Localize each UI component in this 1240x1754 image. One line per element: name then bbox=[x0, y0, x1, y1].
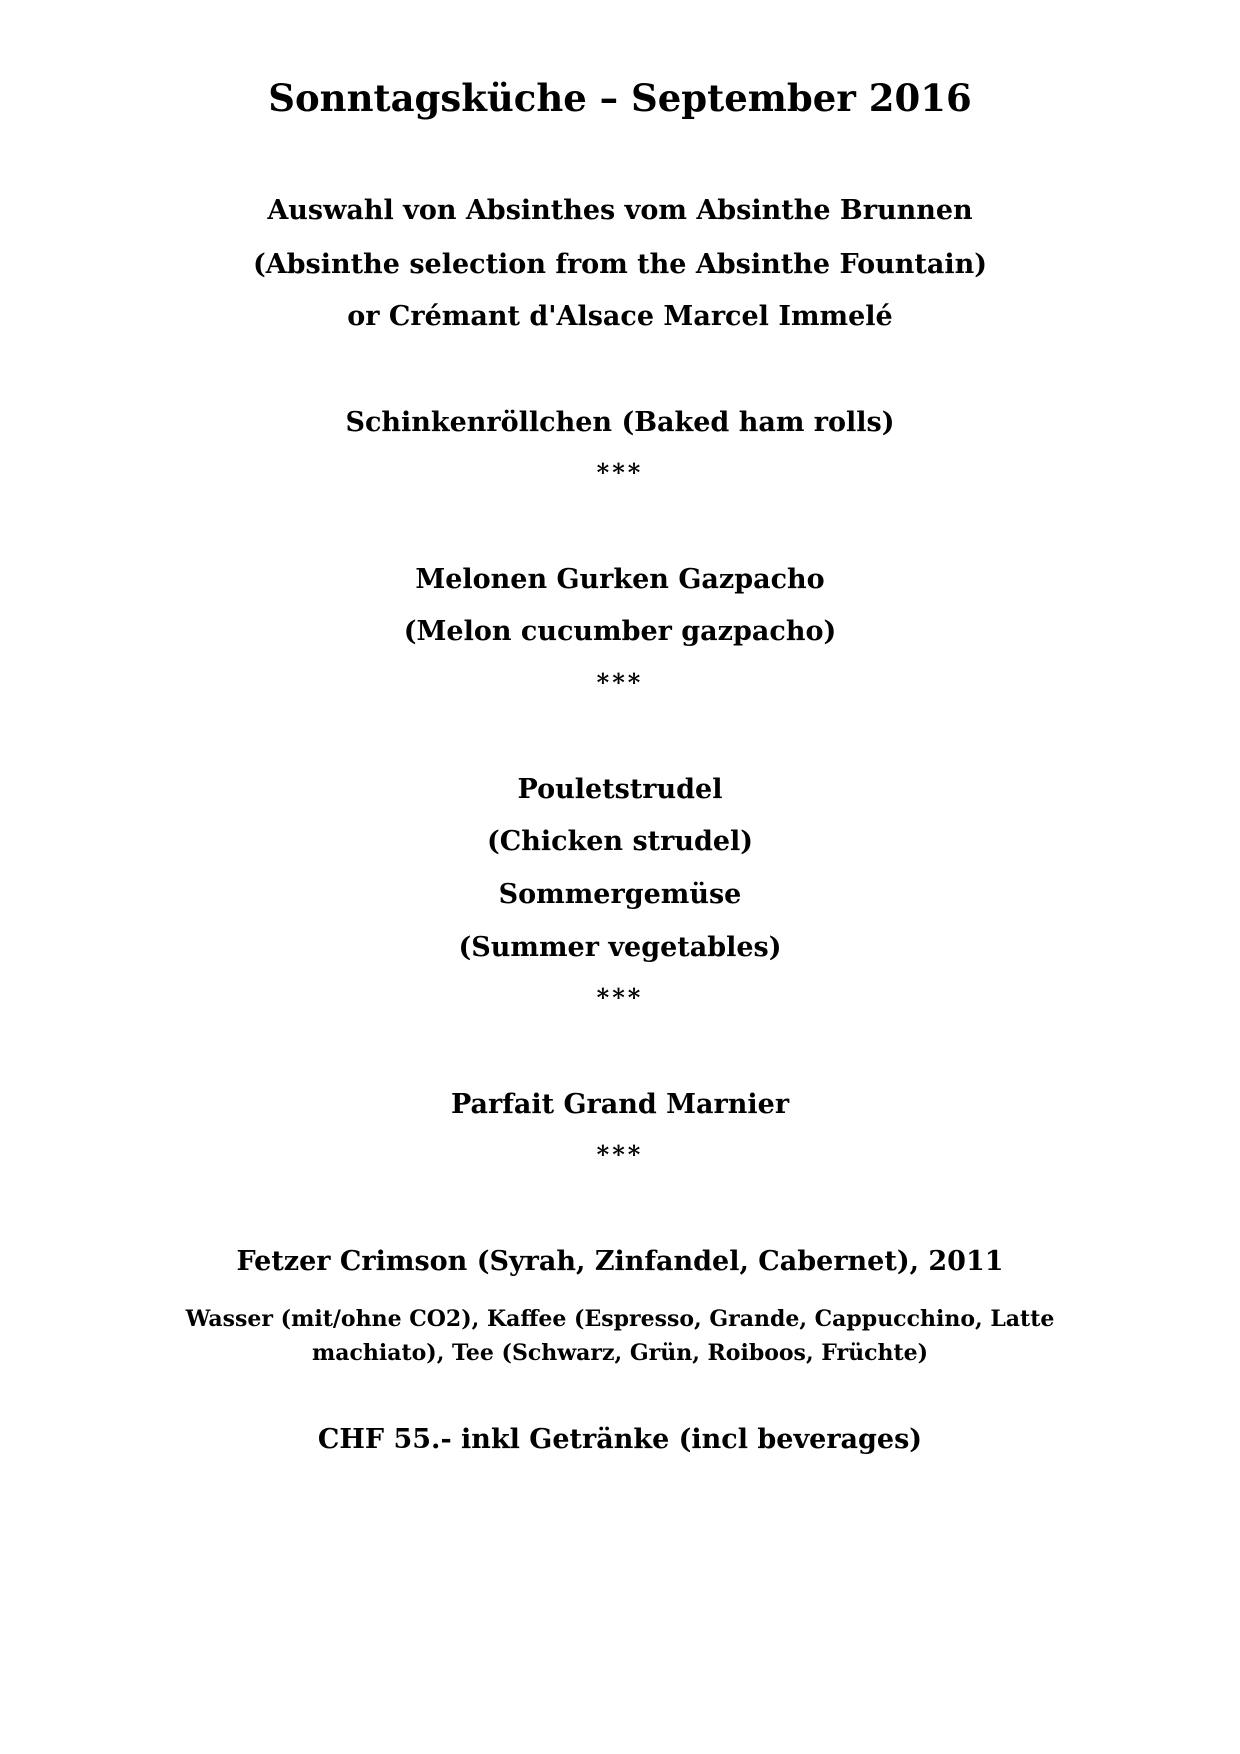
price-line: CHF 55.- inkl Getränke (incl beverages) bbox=[317, 1424, 923, 1455]
aperitif-line-1: Auswahl von Absinthes vom Absinthe Brunnen bbox=[267, 195, 973, 226]
soup-line-2: (Melon cucumber gazpacho) bbox=[403, 616, 837, 647]
course-separator: *** bbox=[596, 1140, 644, 1169]
menu-title: Sonntagsküche – September 2016 bbox=[268, 76, 972, 120]
main-line-2: (Chicken strudel) bbox=[486, 826, 754, 857]
beverages-text: Wasser (mit/ohne CO2), Kaffee (Espresso, Grande, Cappucchino, Latte machiato), Tee (Schwarz, Grün, Roiboos, Früchte) bbox=[185, 1306, 1055, 1366]
course-separator: *** bbox=[596, 983, 644, 1012]
aperitif-line-2: (Absinthe selection from the Absinthe Fountain) bbox=[252, 249, 988, 280]
main-line-3: Sommergemüse bbox=[498, 879, 742, 910]
course-separator: *** bbox=[596, 668, 644, 697]
course-separator: *** bbox=[596, 458, 644, 487]
main-line-4: (Summer vegetables) bbox=[458, 932, 782, 963]
aperitif-line-3: or Crémant d'Alsace Marcel Immelé bbox=[347, 301, 893, 332]
soup-line-1: Melonen Gurken Gazpacho bbox=[415, 564, 825, 595]
main-line-1: Pouletstrudel bbox=[517, 774, 723, 805]
dessert-line: Parfait Grand Marnier bbox=[450, 1089, 790, 1120]
wine-line: Fetzer Crimson (Syrah, Zinfandel, Cabernet), 2011 bbox=[236, 1246, 1004, 1277]
starter-line: Schinkenröllchen (Baked ham rolls) bbox=[345, 407, 895, 438]
